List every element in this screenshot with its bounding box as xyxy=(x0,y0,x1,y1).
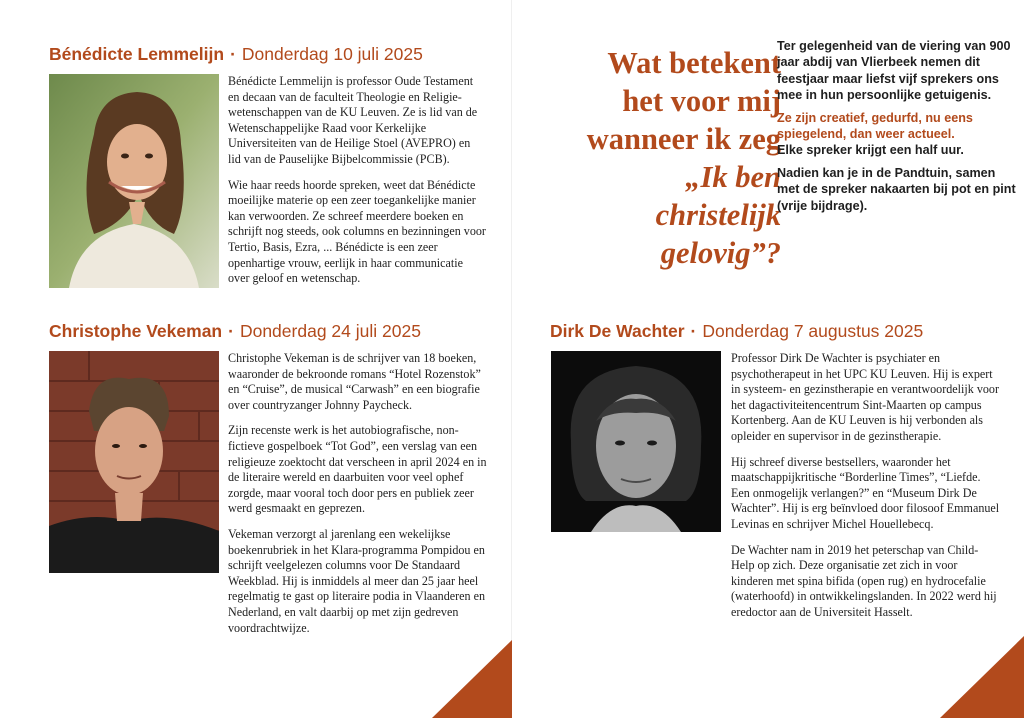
tagline-quote: „Ik ben christelijk xyxy=(655,160,781,232)
bio-paragraph: Christophe Vekeman is de schrijver van 18 boeken, waaronder de bekroonde romans “Hotel Rozenstok” en “Cruise”, de musical “Carwash” en een biografie over countryzanger Johnny Paycheck. xyxy=(228,351,481,412)
separator-dot: · xyxy=(690,321,697,341)
intro-paragraph: Ze zijn creatief, gedurfd, nu eens spiegelend, dan weer actueel. xyxy=(777,110,973,142)
bio-paragraph: Bénédicte Lemmelijn is professor Oude Testament en decaan van de faculteit Theologie en Religie-wetenschappen van de KU Leuven. Ze is lid van de Wetenschappelijke Raad voor Kerkelijke Universiteiten van de Heilige Stoel (AVEPRO) en lid van de Pauselijke Bijbelcommissie (PCB). xyxy=(228,74,478,166)
separator-dot: · xyxy=(228,321,234,341)
speaker-heading-vekeman xyxy=(49,321,421,341)
speaker-name: Christophe Vekeman xyxy=(49,321,223,341)
speaker-name: Dirk De Wachter xyxy=(550,321,685,341)
bio-paragraph: Professor Dirk De Wachter is psychiater en psychotherapeut in het UPC KU Leuven. Hij is expert in systeem- en gezinstherapie en verantwoordelijk voor het dagactiviteitencentrum Sint-Maarten op campus Kortenberg. Aan de KU Leuven is hij verbonden als opleider en supervisor in de gezinstherapie. xyxy=(731,351,999,443)
tagline xyxy=(567,44,781,272)
right-page xyxy=(512,0,1024,718)
intro-paragraph: Elke spreker krijgt een half uur. xyxy=(777,143,964,158)
tagline-quote: gelovig”? xyxy=(660,236,781,270)
intro-paragraph: Ter gelegenheid van de viering van 900 jaar abdij van Vlierbeek nemen dit feestjaar maar liefst vijf sprekers ons mee in hun persoonlijke getuigenis. xyxy=(777,39,1011,103)
speaker-date: Donderdag 24 juli 2025 xyxy=(239,321,421,341)
intro-paragraph: Nadien kan je in de Pandtuin, samen met de spreker nakaarten bij pot en pint (vrije bijdrage). xyxy=(777,165,1016,213)
speaker-heading-dewachter xyxy=(550,321,923,341)
bio-paragraph: Wie haar reeds hoorde spreken, weet dat Bénédicte moeilijke materie op een zeer toegankelijke manier kan verwoorden. Ze schreef meerdere boeken en schrijft nog steeds, ook columns en bezinningen voor Tertio, Basis, Ezra, ... Bénédicte is een zeer openhartige vrouw, eerlijk in haar communicatie over geloof en wetenschap. xyxy=(228,177,486,286)
speaker-date: Donderdag 7 augustus 2025 xyxy=(702,321,924,341)
separator-dot: · xyxy=(230,44,236,64)
portrait-woman-icon xyxy=(49,74,219,288)
portrait-man-icon xyxy=(49,351,219,573)
speaker-bio-vekeman xyxy=(228,351,492,646)
corner-triangle xyxy=(940,636,1024,718)
bio-paragraph: Vekeman verzorgt al jarenlang een wekelijkse boekenrubriek in het Klara-programma Pompidou en schrijft veelgelezen columns voor De Standaard Weekblad. Hij is inmiddels al meer dan 25 jaar heel regelmatig te gast op literaire podia in Vlaanderen en Nederland, en valt daarbij op met zijn gedreven voordrachtwijze. xyxy=(228,526,486,635)
tagline-line: Wat betekent xyxy=(607,46,781,80)
speaker-bio-lemmelijn xyxy=(228,74,486,297)
speaker-name: Bénédicte Lemmelijn xyxy=(49,44,225,64)
tagline-line: wanneer ik zeg xyxy=(586,122,781,156)
speaker-bio-dewachter xyxy=(731,351,1001,631)
portrait-man-bw-icon xyxy=(551,351,721,532)
tagline-line: het voor mij xyxy=(622,84,781,118)
corner-triangle xyxy=(432,640,512,718)
speaker-date: Donderdag 10 juli 2025 xyxy=(241,44,423,64)
intro-text xyxy=(777,38,1017,220)
bio-paragraph: De Wachter nam in 2019 het peterschap van Child-Help op zich. Deze organisatie zet zich in voor kinderen met spina bifida (open rug) en hydrocefalie (waterhoofd) in ontwikkelingslanden. In 2022 werd hij eredoctor aan de Universiteit Hasselt. xyxy=(731,542,997,619)
speaker-heading-lemmelijn xyxy=(49,44,423,64)
bio-paragraph: Hij schreef diverse bestsellers, waaronder het maatschappijkritische “Borderline Times”, “Liefde. Een onmogelijk verlangen?” en “Museum Dirk De Wachter”. Hij is erg beïnvloed door filosoof Emmanuel Levinas en schrijver Michel Houellebecq. xyxy=(731,454,1000,531)
bio-paragraph: Zijn recenste werk is het autobiografische, non-fictieve gospelboek “Tot God”, een verslag van een religieuze zoektocht dat verscheen in april 2024 en in de literaire wereld en daarbuiten voor veel ophef zorgde, maar vooral toch door pers en publiek zeer werd gesmaakt en geprezen. xyxy=(228,423,487,516)
